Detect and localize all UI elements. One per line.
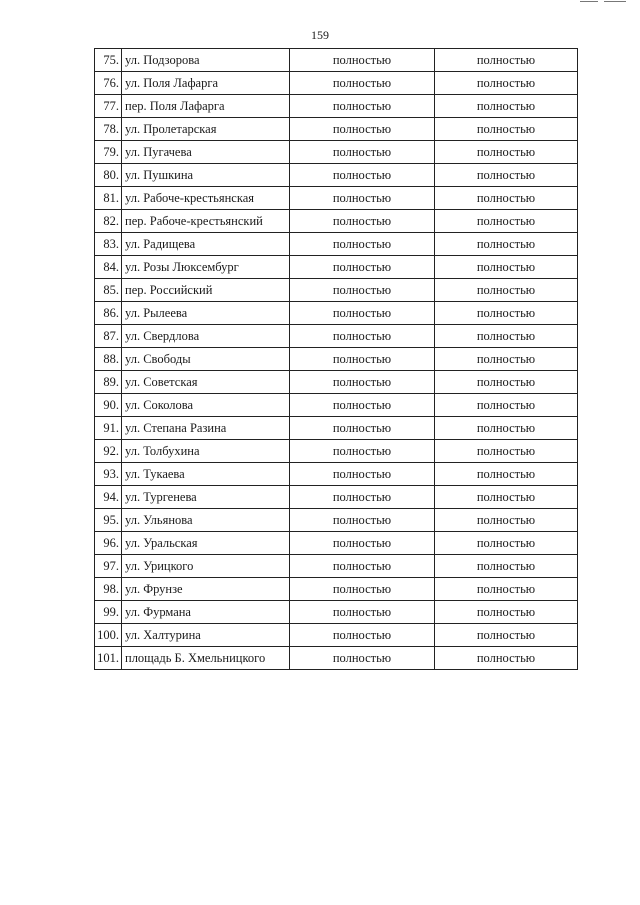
table-row [95, 95, 578, 118]
street-name: ул. Радищева [122, 233, 290, 256]
street-name: пер. Российский [122, 279, 290, 302]
coverage-value-b: полностью [435, 463, 578, 486]
row-number: 100. [95, 624, 122, 647]
row-number: 96. [95, 532, 122, 555]
coverage-value-b: полностью [435, 578, 578, 601]
row-number: 97. [95, 555, 122, 578]
coverage-value-b: полностью [435, 624, 578, 647]
coverage-value-b: полностью [435, 440, 578, 463]
table-row [95, 49, 578, 72]
table-row [95, 532, 578, 555]
coverage-value-a: полностью [290, 486, 435, 509]
coverage-value-b: полностью [435, 279, 578, 302]
row-number: 94. [95, 486, 122, 509]
coverage-value-b: полностью [435, 601, 578, 624]
coverage-value-a: полностью [290, 578, 435, 601]
coverage-value-b: полностью [435, 647, 578, 670]
coverage-value-b: полностью [435, 164, 578, 187]
street-name: ул. Рабоче-крестьянская [122, 187, 290, 210]
table-row [95, 325, 578, 348]
coverage-value-b: полностью [435, 256, 578, 279]
street-name: площадь Б. Хмельницкого [122, 647, 290, 670]
table-row [95, 463, 578, 486]
table-row [95, 624, 578, 647]
row-number: 86. [95, 302, 122, 325]
street-name: ул. Фурмана [122, 601, 290, 624]
row-number: 93. [95, 463, 122, 486]
table-row [95, 256, 578, 279]
coverage-value-a: полностью [290, 509, 435, 532]
table-row [95, 72, 578, 95]
table-row [95, 348, 578, 371]
row-number: 78. [95, 118, 122, 141]
table-row [95, 601, 578, 624]
street-name: ул. Фрунзе [122, 578, 290, 601]
coverage-value-b: полностью [435, 509, 578, 532]
table-row [95, 279, 578, 302]
scan-corner-marks [546, 0, 626, 8]
street-name: ул. Урицкого [122, 555, 290, 578]
street-name: ул. Поля Лафарга [122, 72, 290, 95]
streets-table [94, 48, 578, 670]
coverage-value-a: полностью [290, 555, 435, 578]
table-row [95, 417, 578, 440]
coverage-value-b: полностью [435, 210, 578, 233]
row-number: 95. [95, 509, 122, 532]
street-name: ул. Свердлова [122, 325, 290, 348]
street-name: ул. Халтурина [122, 624, 290, 647]
street-name: пер. Поля Лафарга [122, 95, 290, 118]
coverage-value-a: полностью [290, 417, 435, 440]
coverage-value-a: полностью [290, 325, 435, 348]
table-row [95, 486, 578, 509]
table-row [95, 440, 578, 463]
row-number: 80. [95, 164, 122, 187]
coverage-value-a: полностью [290, 141, 435, 164]
coverage-value-a: полностью [290, 95, 435, 118]
street-name: ул. Степана Разина [122, 417, 290, 440]
table-row [95, 187, 578, 210]
row-number: 82. [95, 210, 122, 233]
coverage-value-b: полностью [435, 394, 578, 417]
coverage-value-a: полностью [290, 463, 435, 486]
row-number: 85. [95, 279, 122, 302]
coverage-value-b: полностью [435, 187, 578, 210]
coverage-value-b: полностью [435, 348, 578, 371]
coverage-value-a: полностью [290, 233, 435, 256]
coverage-value-b: полностью [435, 371, 578, 394]
street-name: ул. Тукаева [122, 463, 290, 486]
row-number: 83. [95, 233, 122, 256]
coverage-value-a: полностью [290, 440, 435, 463]
coverage-value-b: полностью [435, 486, 578, 509]
coverage-value-b: полностью [435, 95, 578, 118]
coverage-value-b: полностью [435, 141, 578, 164]
coverage-value-a: полностью [290, 210, 435, 233]
row-number: 75. [95, 49, 122, 72]
table-row [95, 164, 578, 187]
coverage-value-a: полностью [290, 72, 435, 95]
row-number: 77. [95, 95, 122, 118]
table-row [95, 647, 578, 670]
table-row [95, 302, 578, 325]
table-row [95, 371, 578, 394]
scan-mark [580, 1, 598, 2]
coverage-value-b: полностью [435, 325, 578, 348]
coverage-value-a: полностью [290, 394, 435, 417]
coverage-value-a: полностью [290, 532, 435, 555]
streets-table-body [95, 49, 578, 670]
street-name: ул. Тургенева [122, 486, 290, 509]
street-name: ул. Советская [122, 371, 290, 394]
coverage-value-b: полностью [435, 532, 578, 555]
table-row [95, 233, 578, 256]
scan-mark [604, 1, 626, 2]
street-name: ул. Свободы [122, 348, 290, 371]
coverage-value-b: полностью [435, 417, 578, 440]
coverage-value-b: полностью [435, 118, 578, 141]
coverage-value-a: полностью [290, 164, 435, 187]
street-name: ул. Рылеева [122, 302, 290, 325]
page-number: 159 [311, 28, 329, 42]
coverage-value-a: полностью [290, 256, 435, 279]
street-name: ул. Розы Люксембург [122, 256, 290, 279]
coverage-value-b: полностью [435, 233, 578, 256]
street-name: ул. Подзорова [122, 49, 290, 72]
row-number: 87. [95, 325, 122, 348]
table-row [95, 555, 578, 578]
coverage-value-a: полностью [290, 348, 435, 371]
street-name: ул. Пушкина [122, 164, 290, 187]
coverage-value-a: полностью [290, 279, 435, 302]
street-name: ул. Толбухина [122, 440, 290, 463]
row-number: 99. [95, 601, 122, 624]
table-row [95, 210, 578, 233]
table-row [95, 394, 578, 417]
row-number: 79. [95, 141, 122, 164]
coverage-value-a: полностью [290, 187, 435, 210]
street-name: ул. Ульянова [122, 509, 290, 532]
table-row [95, 578, 578, 601]
row-number: 101. [95, 647, 122, 670]
street-name: ул. Уральская [122, 532, 290, 555]
row-number: 88. [95, 348, 122, 371]
coverage-value-b: полностью [435, 555, 578, 578]
row-number: 98. [95, 578, 122, 601]
coverage-value-a: полностью [290, 49, 435, 72]
coverage-value-a: полностью [290, 118, 435, 141]
row-number: 90. [95, 394, 122, 417]
coverage-value-a: полностью [290, 601, 435, 624]
street-name: пер. Рабоче-крестьянский [122, 210, 290, 233]
coverage-value-a: полностью [290, 647, 435, 670]
street-name: ул. Пролетарская [122, 118, 290, 141]
table-row [95, 141, 578, 164]
coverage-value-b: полностью [435, 49, 578, 72]
row-number: 92. [95, 440, 122, 463]
row-number: 84. [95, 256, 122, 279]
coverage-value-b: полностью [435, 302, 578, 325]
row-number: 76. [95, 72, 122, 95]
street-name: ул. Соколова [122, 394, 290, 417]
table-row [95, 509, 578, 532]
row-number: 89. [95, 371, 122, 394]
street-name: ул. Пугачева [122, 141, 290, 164]
coverage-value-b: полностью [435, 72, 578, 95]
coverage-value-a: полностью [290, 371, 435, 394]
table-row [95, 118, 578, 141]
coverage-value-a: полностью [290, 302, 435, 325]
row-number: 81. [95, 187, 122, 210]
row-number: 91. [95, 417, 122, 440]
coverage-value-a: полностью [290, 624, 435, 647]
